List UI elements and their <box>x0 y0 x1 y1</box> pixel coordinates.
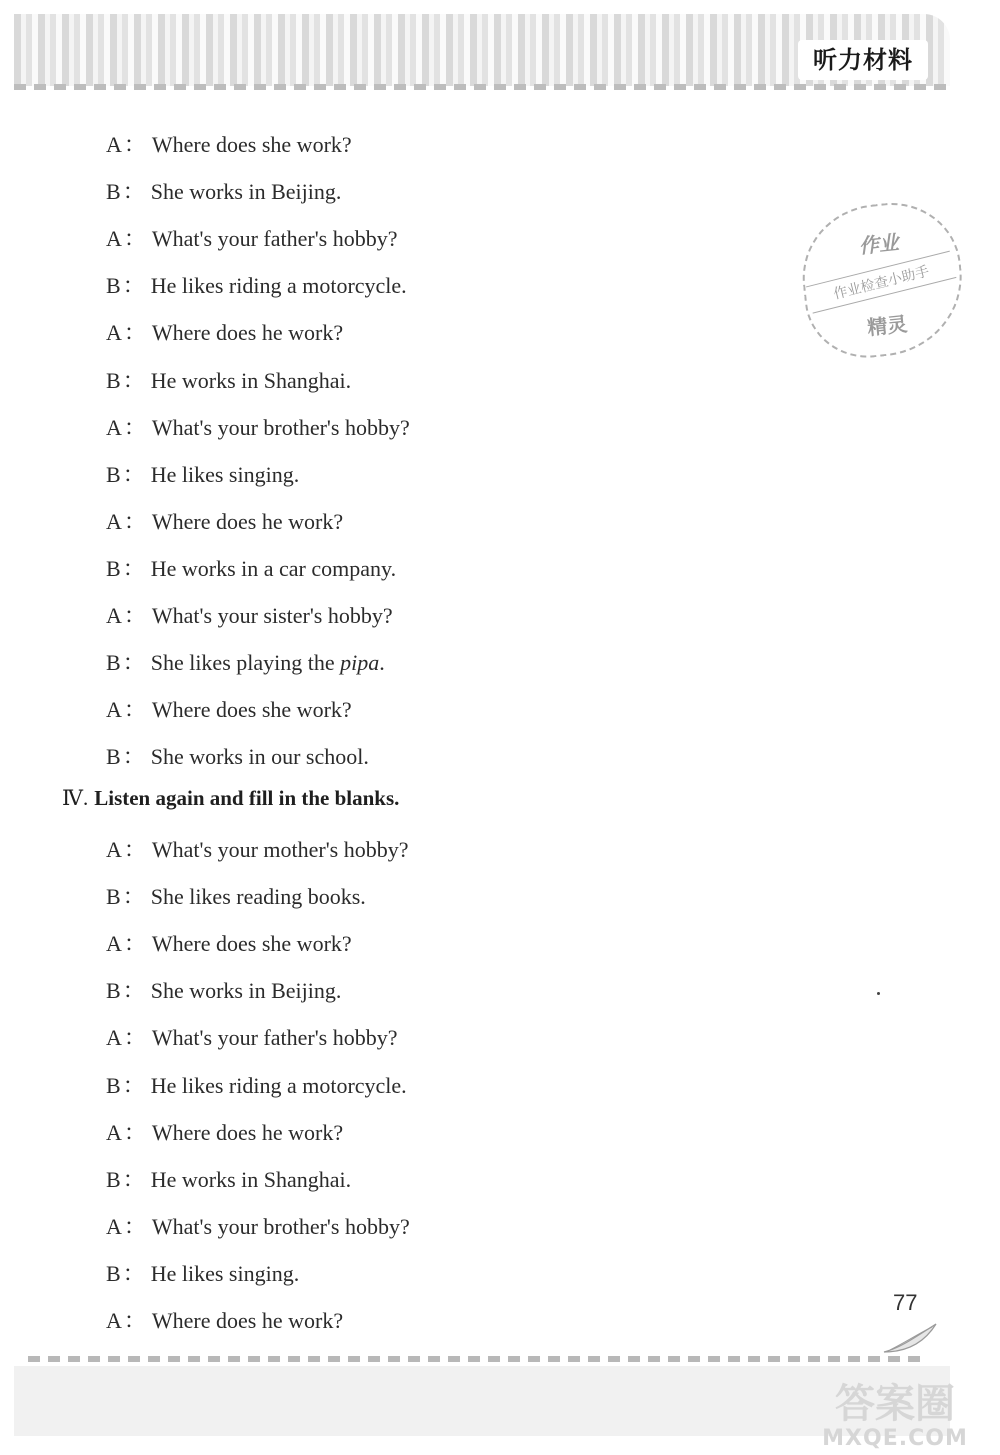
dialogue-line <box>106 646 385 677</box>
speaker-label: A <box>106 226 122 251</box>
speaker-label: A <box>106 1025 122 1050</box>
line-text: She works in Beijing. <box>150 978 342 1003</box>
dialogue-line <box>106 599 393 630</box>
speaker-separator: ： <box>122 179 145 204</box>
line-text: Where does he work? <box>151 509 344 534</box>
italic-word: pipa <box>340 650 380 675</box>
dialogue-line <box>106 316 343 347</box>
speaker-separator: ： <box>123 320 146 345</box>
speaker-label: B <box>106 978 121 1003</box>
speaker-label: B <box>106 368 121 393</box>
line-text: He likes riding a motorcycle. <box>150 273 407 298</box>
stamp-line-1: 作业 <box>857 230 900 259</box>
speaker-label: A <box>106 509 122 534</box>
speaker-separator: ： <box>123 509 146 534</box>
dialogue-line <box>106 222 397 253</box>
line-text: Where does she work? <box>151 931 352 956</box>
speaker-separator: ： <box>123 1214 146 1239</box>
speaker-separator: ： <box>122 1261 145 1286</box>
speaker-label: A <box>106 320 122 345</box>
speaker-label: A <box>106 1214 122 1239</box>
dialogue-line <box>106 833 409 864</box>
speaker-label: B <box>106 556 121 581</box>
line-text: What's your father's hobby? <box>151 226 398 251</box>
speaker-separator: ： <box>122 462 145 487</box>
line-text: He likes singing. <box>150 1261 300 1286</box>
dialogue-line <box>106 1116 343 1147</box>
dialogue-line <box>106 411 410 442</box>
speaker-separator: ： <box>122 744 145 769</box>
line-text: She works in our school. <box>150 744 369 769</box>
line-text: She likes reading books. <box>150 884 366 909</box>
speaker-separator: ： <box>122 884 145 909</box>
dialogue-line <box>106 1069 407 1100</box>
dialogue-line <box>106 175 341 206</box>
dialogue-line <box>106 740 369 771</box>
line-text: Where does he work? <box>151 320 344 345</box>
line-text: What's your brother's hobby? <box>151 415 410 440</box>
speaker-separator: ： <box>123 1120 146 1145</box>
speaker-separator: ： <box>123 931 146 956</box>
speaker-separator: ： <box>123 1025 146 1050</box>
speaker-separator: ： <box>123 603 146 628</box>
stray-mark <box>877 992 880 995</box>
leaf-icon <box>880 1318 940 1358</box>
line-text: What's your father's hobby? <box>151 1025 398 1050</box>
homework-stamp <box>795 196 969 364</box>
watermark-line-1: 答案圈 <box>835 1381 955 1427</box>
stamp-line-3: 精灵 <box>866 311 909 340</box>
speaker-separator: ： <box>123 697 146 722</box>
speaker-label: B <box>106 744 121 769</box>
line-text: What's your mother's hobby? <box>151 837 409 862</box>
section-numeral: Ⅳ. <box>62 786 89 810</box>
stamp-line-2: 作业检查小助手 <box>806 251 956 314</box>
line-text: She works in Beijing. <box>150 179 342 204</box>
line-text: He works in Shanghai. <box>150 368 352 393</box>
speaker-label: B <box>106 1167 121 1192</box>
speaker-label: B <box>106 462 121 487</box>
speaker-separator: ： <box>122 978 145 1003</box>
dialogue-line <box>106 505 343 536</box>
speaker-label: B <box>106 273 121 298</box>
section-title: Listen again and fill in the blanks. <box>94 786 400 810</box>
line-text: He likes riding a motorcycle. <box>150 1073 407 1098</box>
speaker-separator: ： <box>123 226 146 251</box>
line-text: What's your sister's hobby? <box>151 603 393 628</box>
page-number: 77 <box>893 1290 918 1315</box>
header-divider <box>14 84 950 90</box>
watermark-line-2: MXQE.COM <box>822 1426 968 1451</box>
header-title: 听力材料 <box>798 40 928 80</box>
dialogue-line <box>106 1304 343 1335</box>
dialogue-line <box>106 128 352 159</box>
speaker-label: A <box>106 1308 122 1333</box>
speaker-separator: ： <box>122 1073 145 1098</box>
speaker-separator: ： <box>122 556 145 581</box>
speaker-separator: ： <box>122 650 145 675</box>
speaker-label: A <box>106 132 122 157</box>
dialogue-line <box>106 552 396 583</box>
speaker-label: A <box>106 837 122 862</box>
dialogue-line <box>106 1210 410 1241</box>
line-text: She likes playing the <box>150 650 341 675</box>
speaker-label: A <box>106 931 122 956</box>
speaker-separator: ： <box>122 368 145 393</box>
dialogue-line <box>106 269 407 300</box>
line-text-end: . <box>379 650 385 675</box>
line-text: Where does she work? <box>151 697 352 722</box>
speaker-separator: ： <box>123 415 146 440</box>
dialogue-line <box>106 364 351 395</box>
dialogue-line <box>106 693 352 724</box>
dialogue-line <box>106 1163 351 1194</box>
dialogue-line <box>106 880 366 911</box>
line-text: Where does he work? <box>151 1308 344 1333</box>
dialogue-line <box>106 1021 397 1052</box>
speaker-separator: ： <box>123 837 146 862</box>
line-text: What's your brother's hobby? <box>151 1214 410 1239</box>
speaker-label: A <box>106 603 122 628</box>
speaker-label: A <box>106 697 122 722</box>
speaker-label: B <box>106 1261 121 1286</box>
speaker-label: B <box>106 1073 121 1098</box>
speaker-label: A <box>106 1120 122 1145</box>
footer-divider <box>28 1356 928 1362</box>
line-text: He works in Shanghai. <box>150 1167 352 1192</box>
dialogue-line <box>106 1257 299 1288</box>
speaker-label: B <box>106 179 121 204</box>
speaker-label: B <box>106 884 121 909</box>
line-text: Where does he work? <box>151 1120 344 1145</box>
line-text: Where does she work? <box>151 132 352 157</box>
section-heading <box>62 786 399 811</box>
speaker-separator: ： <box>122 1167 145 1192</box>
dialogue-line <box>106 974 341 1005</box>
speaker-label: B <box>106 650 121 675</box>
speaker-separator: ： <box>123 132 146 157</box>
dialogue-line <box>106 927 352 958</box>
line-text: He likes singing. <box>150 462 300 487</box>
speaker-separator: ： <box>123 1308 146 1333</box>
speaker-label: A <box>106 415 122 440</box>
line-text: He works in a car company. <box>150 556 397 581</box>
speaker-separator: ： <box>122 273 145 298</box>
site-watermark <box>800 1382 990 1451</box>
dialogue-line <box>106 458 299 489</box>
